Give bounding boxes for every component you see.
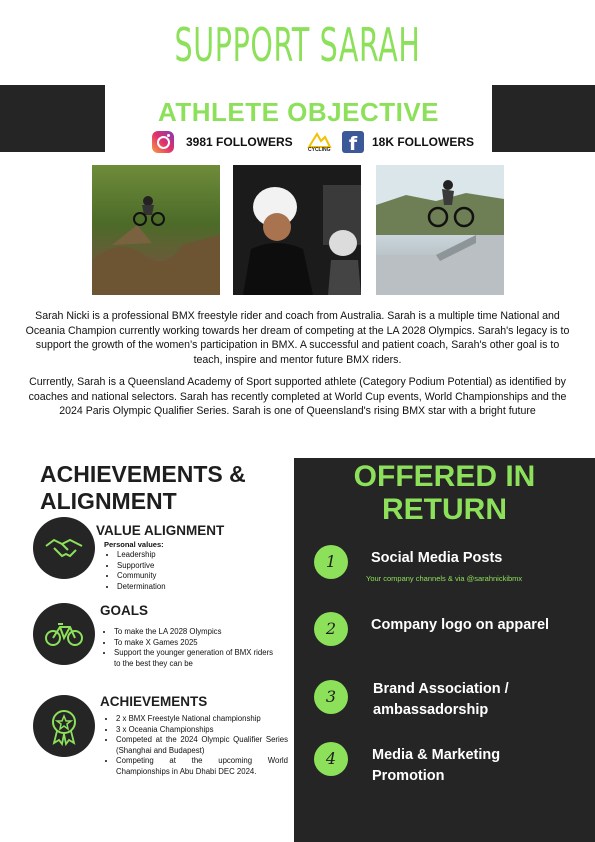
offer-number-2: 2	[314, 612, 348, 646]
medal-icon-circle	[33, 695, 95, 757]
list-item: • Community	[117, 571, 287, 582]
offered-heading-line-1: OFFERED IN	[353, 460, 536, 493]
bicycle-icon-circle	[33, 603, 95, 665]
offered-heading	[294, 460, 595, 526]
intro-paragraph-1: Sarah Nicki is a professional BMX freestyle rider and coach from Australia. Sarah is a multiple time National and Oceania Champion currently working towards her dream of competing at the LA 2028 Olympics. Sarah's legacy is to support the growth of the women's participation in BMX. A successful and patient coach, Sarah's other goal is to teach, inspire and mentor future BMX riders.	[25, 310, 570, 367]
list-item: • Support the younger generation of BMX riders to the best they can be	[114, 648, 274, 669]
header-bar-right	[492, 85, 595, 152]
offer-label-line: Promotion	[372, 768, 445, 784]
facebook-icon: f	[342, 131, 364, 153]
offer-label-logo-apparel: Company logo on apparel	[371, 617, 550, 633]
achievements-alignment-heading	[40, 461, 290, 515]
offer-label-line: ambassadorship	[373, 702, 489, 718]
offer-sub-social-media: Your company channels & via @sarahnickibmx	[366, 574, 523, 583]
achievements-list	[104, 714, 288, 778]
goals-title: GOALS	[100, 603, 149, 618]
section-title-athlete-objective: ATHLETE OBJECTIVE	[157, 97, 440, 127]
offer-label-brand-association	[373, 679, 509, 721]
list-item: • Leadership	[117, 550, 287, 561]
list-item: • To make the LA 2028 Olympics	[114, 627, 274, 638]
personal-values-list	[105, 550, 287, 592]
list-item: • 3 x Oceania Championships	[116, 725, 288, 736]
photo-bmx-dirt-jump	[92, 165, 220, 295]
header-bar-left	[0, 85, 105, 152]
instagram-icon	[152, 131, 174, 153]
list-item: • To make X Games 2025	[114, 638, 274, 649]
medal-icon	[44, 706, 84, 746]
photo-bmx-skatepark	[376, 165, 504, 295]
handshake-icon-circle	[33, 517, 95, 579]
instagram-followers: 3981 FOLLOWERS	[186, 135, 293, 149]
heading-line-1: ACHIEVEMENTS &	[40, 461, 246, 487]
offered-heading-line-2: RETURN	[382, 493, 507, 526]
achievements-title: ACHIEVEMENTS	[100, 694, 208, 709]
goals-list	[102, 627, 274, 669]
offer-number-1: 1	[314, 545, 348, 579]
list-item: • Supportive	[117, 561, 287, 572]
intro-paragraph-2: Currently, Sarah is a Queensland Academy of Sport supported athlete (Category Podium Potential) as identified by coaches and national selectors. Sarah has recently completed at World Cup events, World Championships and the 2024 Paris Olympic Qualifier Series. Sarah is one of Queensland's rising BMX star with a bright future	[28, 376, 567, 418]
facebook-followers: 18K FOLLOWERS	[372, 135, 475, 149]
bicycle-icon	[44, 614, 84, 654]
social-stats	[150, 129, 490, 159]
list-item: • Determination	[117, 582, 287, 593]
offer-label-line: Media & Marketing	[372, 747, 501, 763]
list-item: • 2 x BMX Freestyle National championship	[116, 714, 288, 725]
list-item: • Competing at the upcoming World Championships in Abu Dhabi DEC 2024.	[116, 756, 288, 777]
offer-number-4: 4	[314, 742, 348, 776]
personal-values-label: Personal values:	[104, 540, 164, 549]
page-title: SUPPORT SARAH	[174, 18, 421, 72]
list-item: • Competed at the 2024 Olympic Qualifier Series (Shanghai and Budapest)	[116, 735, 288, 756]
cycling-logo-text: CYCLING	[308, 147, 331, 153]
offer-label-media-marketing	[372, 745, 500, 787]
heading-line-2: ALIGNMENT	[40, 488, 177, 514]
handshake-icon	[44, 528, 84, 568]
offer-number-3: 3	[314, 680, 348, 714]
photo-sarah-helmet	[233, 165, 361, 295]
value-alignment-title: VALUE ALIGNMENT	[96, 523, 225, 538]
offer-label-social-media: Social Media Posts	[371, 550, 503, 566]
offer-label-line: Brand Association /	[373, 681, 509, 697]
